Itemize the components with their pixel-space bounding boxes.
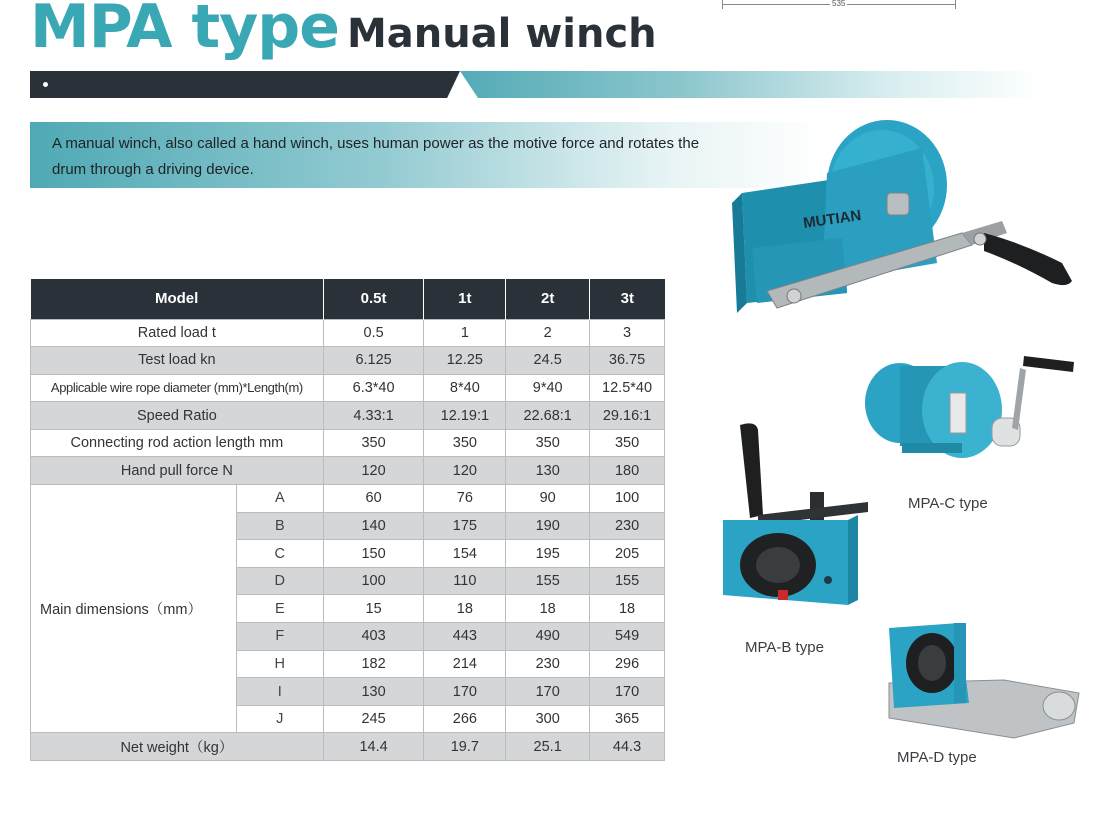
cell: 214 [424, 650, 506, 678]
mpa-c-winch-image [862, 348, 1077, 473]
table-header-row [31, 279, 665, 319]
cell: 443 [424, 623, 506, 651]
row-label: Applicable wire rope diameter (mm)*Length(m) [31, 374, 324, 402]
dimension-key: H [236, 650, 323, 678]
caption-mpa-d: MPA-D type [897, 749, 977, 766]
cell: 300 [506, 705, 590, 733]
table-row [31, 457, 665, 485]
cell: 100 [323, 567, 424, 595]
cell: 18 [590, 595, 665, 623]
header-banner [30, 71, 1040, 98]
cell: 195 [506, 540, 590, 568]
cell: 150 [323, 540, 424, 568]
cell: 180 [590, 457, 665, 485]
cell: 205 [590, 540, 665, 568]
table-row [31, 347, 665, 375]
caption-mpa-c: MPA-C type [908, 495, 988, 512]
intro-line-1: A manual winch, also called a hand winch, uses human power as the motive force and rotates the [52, 135, 700, 152]
bullet-icon [43, 82, 48, 87]
caption-mpa-b: MPA-B type [745, 639, 824, 656]
dimension-key: A [236, 485, 323, 513]
dimension-marker [722, 0, 956, 10]
cell: 4.33:1 [323, 402, 424, 430]
cell: 24.5 [506, 347, 590, 375]
main-winch-image [722, 113, 1082, 323]
cell: 350 [424, 429, 506, 457]
cell: 22.68:1 [506, 402, 590, 430]
table-row [31, 319, 665, 347]
cell: 245 [323, 705, 424, 733]
header-col: 1t [424, 279, 506, 319]
cell: 170 [590, 678, 665, 706]
title-sub: Manual winch [346, 11, 657, 57]
dimension-value: 535 [832, 0, 846, 8]
table-row [31, 733, 665, 761]
cell: 0.5 [323, 319, 424, 347]
cell: 155 [590, 567, 665, 595]
dimension-key: B [236, 512, 323, 540]
cell: 154 [424, 540, 506, 568]
mpa-b-winch-image [718, 420, 893, 620]
cell: 2 [506, 319, 590, 347]
cell: 60 [323, 485, 424, 513]
cell: 3 [590, 319, 665, 347]
cell: 266 [424, 705, 506, 733]
cell: 350 [506, 429, 590, 457]
cell: 170 [424, 678, 506, 706]
table-row [31, 402, 665, 430]
dimension-key: E [236, 595, 323, 623]
logo-text: MUTIAN [802, 207, 863, 232]
cell: 90 [506, 485, 590, 513]
cell: 25.1 [506, 733, 590, 761]
cell: 182 [323, 650, 424, 678]
header-col: 0.5t [323, 279, 424, 319]
cell: 36.75 [590, 347, 665, 375]
row-label: Speed Ratio [31, 402, 324, 430]
cell: 350 [323, 429, 424, 457]
dimension-key: D [236, 567, 323, 595]
cell: 18 [424, 595, 506, 623]
cell: 110 [424, 567, 506, 595]
dimension-key: F [236, 623, 323, 651]
cell: 18 [506, 595, 590, 623]
table-row [31, 374, 665, 402]
mpa-d-winch-image [884, 618, 1082, 743]
cell: 120 [323, 457, 424, 485]
cell: 9*40 [506, 374, 590, 402]
cell: 350 [590, 429, 665, 457]
main-dimensions-label: Main dimensions（mm） [31, 485, 237, 733]
cell: 12.19:1 [424, 402, 506, 430]
cell: 6.125 [323, 347, 424, 375]
cell: 190 [506, 512, 590, 540]
banner-teal-bar [442, 71, 1042, 98]
row-label: Net weight（kg） [31, 733, 324, 761]
cell: 155 [506, 567, 590, 595]
cell: 1 [424, 319, 506, 347]
row-label: Connecting rod action length mm [31, 429, 324, 457]
cell: 130 [506, 457, 590, 485]
table-row [31, 429, 665, 457]
cell: 29.16:1 [590, 402, 665, 430]
cell: 8*40 [424, 374, 506, 402]
intro-line-2: drum through a driving device. [52, 161, 254, 178]
cell: 100 [590, 485, 665, 513]
cell: 14.4 [323, 733, 424, 761]
banner-dark-bar [30, 71, 460, 98]
cell: 12.5*40 [590, 374, 665, 402]
cell: 76 [424, 485, 506, 513]
cell: 175 [424, 512, 506, 540]
cell: 170 [506, 678, 590, 706]
cell: 44.3 [590, 733, 665, 761]
row-label: Test load kn [31, 347, 324, 375]
header-model: Model [31, 279, 324, 319]
cell: 140 [323, 512, 424, 540]
cell: 15 [323, 595, 424, 623]
cell: 490 [506, 623, 590, 651]
cell: 6.3*40 [323, 374, 424, 402]
title-main: MPA type [30, 0, 339, 62]
spec-table [30, 279, 665, 761]
cell: 120 [424, 457, 506, 485]
cell: 549 [590, 623, 665, 651]
page-title [30, 0, 657, 62]
dimension-key: C [236, 540, 323, 568]
cell: 403 [323, 623, 424, 651]
row-label: Hand pull force N [31, 457, 324, 485]
intro-box [30, 122, 820, 188]
cell: 296 [590, 650, 665, 678]
dimension-key: J [236, 705, 323, 733]
cell: 230 [506, 650, 590, 678]
cell: 230 [590, 512, 665, 540]
header-col: 2t [506, 279, 590, 319]
cell: 130 [323, 678, 424, 706]
cell: 365 [590, 705, 665, 733]
cell: 12.25 [424, 347, 506, 375]
header-col: 3t [590, 279, 665, 319]
table-row [31, 485, 665, 513]
row-label: Rated load t [31, 319, 324, 347]
cell: 19.7 [424, 733, 506, 761]
dimension-key: I [236, 678, 323, 706]
